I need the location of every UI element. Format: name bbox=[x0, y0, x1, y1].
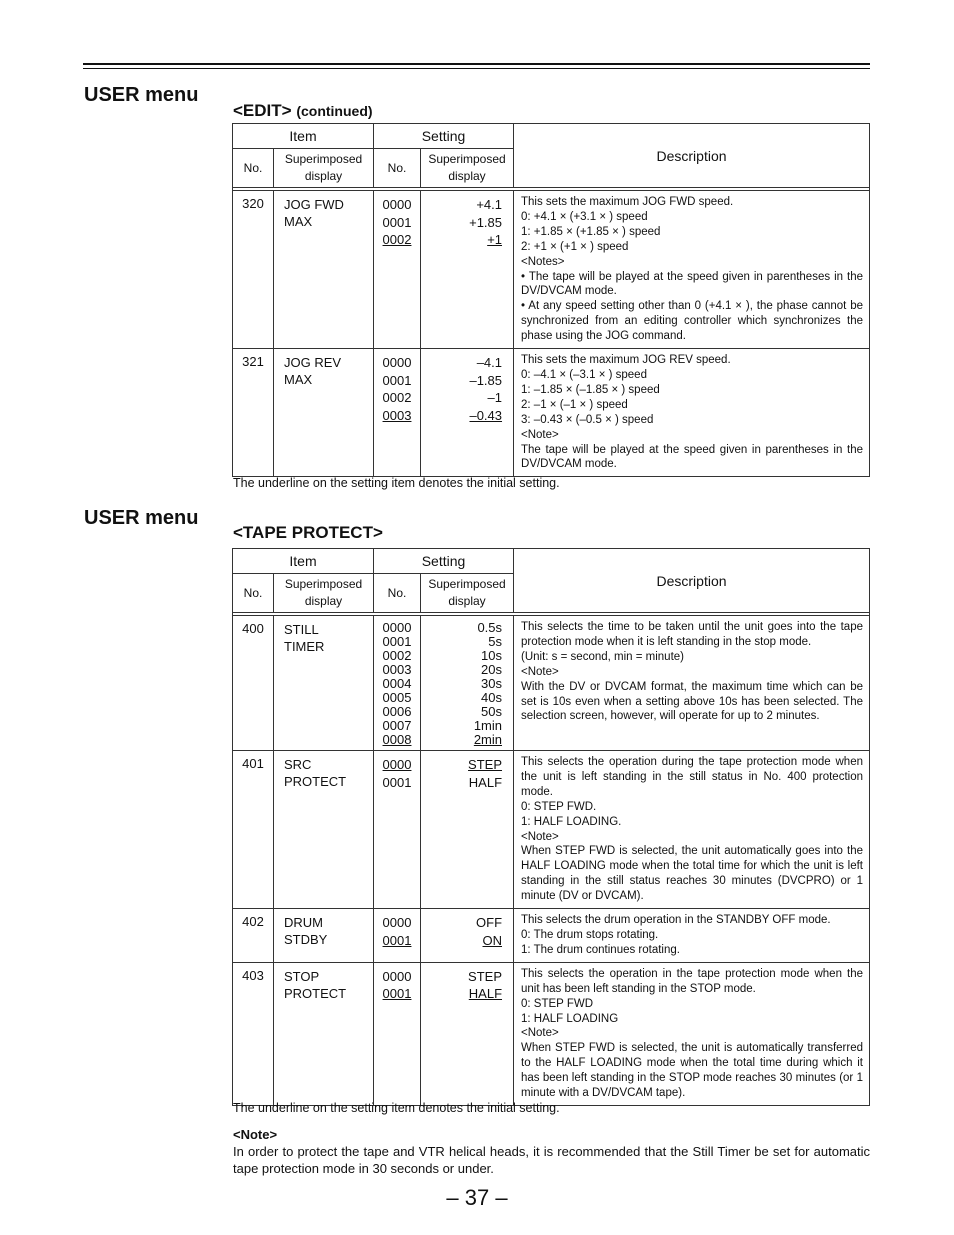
item-display: SRC PROTECT bbox=[274, 751, 374, 909]
setting-display-value: 1min bbox=[473, 718, 503, 733]
header-superimposed: Superimposed display bbox=[274, 574, 374, 613]
header-item: Item bbox=[233, 124, 374, 149]
setting-number: 0000 bbox=[382, 197, 412, 212]
setting-number: 0000 bbox=[382, 968, 412, 984]
header-superimposed: Superimposed display bbox=[274, 149, 374, 188]
top-rule-thin bbox=[83, 68, 870, 69]
description-text: This sets the maximum JOG FWD speed. 0: +4.1 × (+3.1 × ) speed 1: +1.85 × (+1.85 × ) speed 2: +1 × (+1 × ) speed <Notes> • The tape will be played at the speed given in parentheses in the DV/DVCAM mode. • At any speed setting other than 0 (+4.1 × ), the phase cannot be synchronized from an editing controller which synchronizes the phase using the JOG command. bbox=[521, 196, 863, 343]
setting-display-value: 50s bbox=[481, 704, 503, 719]
header-setting-no: No. bbox=[374, 149, 421, 188]
setting-display-value: HALF bbox=[468, 986, 503, 1002]
header-no: No. bbox=[233, 149, 274, 188]
setting-display-value: +1 bbox=[487, 232, 503, 247]
setting-display-value: +4.1 bbox=[476, 197, 503, 212]
table-row bbox=[233, 962, 870, 1105]
setting-displays bbox=[421, 909, 514, 963]
edit-subtitle: <EDIT> (continued) bbox=[233, 101, 373, 120]
item-display: DRUM STDBY bbox=[274, 909, 374, 963]
setting-number: 0001 bbox=[382, 774, 412, 790]
header-item: Item bbox=[233, 549, 374, 574]
setting-display-value: 20s bbox=[481, 662, 503, 677]
setting-numbers bbox=[374, 191, 421, 349]
setting-number: 0003 bbox=[382, 407, 412, 423]
item-display: JOG FWD MAX bbox=[274, 191, 374, 349]
description-text: This selects the operation during the tape protection mode when the unit is left standing in the still status in No. 400 protection mode. 0: STEP FWD. 1: HALF LOADING. <Note> When STEP FWD is selected, the unit automatically goes into the HALF LOADING mode when the total time for which the unit is left standing in the still status reaches 30 minutes (DVCPRO) or 1 minute (DV or DVCAM). bbox=[521, 756, 863, 903]
setting-number: 0003 bbox=[382, 662, 412, 677]
setting-displays bbox=[421, 616, 514, 751]
setting-numbers bbox=[374, 909, 421, 963]
setting-displays bbox=[421, 191, 514, 349]
setting-display-value: –0.43 bbox=[469, 407, 503, 423]
top-rule-thick bbox=[83, 63, 870, 65]
setting-number: 0002 bbox=[382, 648, 412, 663]
description-cell bbox=[514, 909, 870, 963]
setting-display-value: STEP bbox=[468, 968, 503, 984]
setting-number: 0002 bbox=[382, 390, 412, 406]
description-cell bbox=[514, 616, 870, 751]
description-text: This selects the operation in the tape protection mode when the unit has been left standing in the STOP mode. 0: STEP FWD 1: HALF LOADING <Note> When STEP FWD is selected, the unit is automatically transferred to the HALF LOADING mode when the total time during which it has been left standing in the STOP mode reaches 30 minutes (or 1 minute with a DV/DVCAM tape). bbox=[521, 967, 863, 1100]
description-cell bbox=[514, 191, 870, 349]
setting-numbers bbox=[374, 349, 421, 477]
setting-number: 0000 bbox=[382, 620, 412, 635]
underline-footnote: The underline on the setting item denotes the initial setting. bbox=[233, 476, 560, 490]
setting-displays bbox=[421, 751, 514, 909]
tape-protect-subtitle: <TAPE PROTECT> bbox=[233, 523, 383, 542]
setting-display-value: HALF bbox=[468, 774, 503, 790]
setting-numbers bbox=[374, 962, 421, 1105]
description-cell bbox=[514, 349, 870, 477]
page-number: – 37 – bbox=[446, 1185, 508, 1210]
setting-number: 0001 bbox=[382, 634, 412, 649]
setting-numbers bbox=[374, 751, 421, 909]
setting-display-value: 40s bbox=[481, 690, 503, 705]
description-text: This selects the time to be taken until the unit goes into the tape protection mode when it is left standing in the stop mode. (Unit: s = second, min = minute) <Note> With the DV or DVCAM format, the maximum time which can be set is 10s even when a setting above 10s has been selected. The selection screen, however, will operate for up to 2 minutes. bbox=[521, 621, 863, 723]
setting-display-value: 30s bbox=[481, 676, 503, 691]
description-cell bbox=[514, 751, 870, 909]
edit-menu-table bbox=[232, 123, 870, 477]
setting-number: 0007 bbox=[382, 718, 412, 733]
description-text: This sets the maximum JOG REV speed. 0: –4.1 × (–3.1 × ) speed 1: –1.85 × (–1.85 × ) speed 2: –1 × (–1 × ) speed 3: –0.43 × (–0.5 × ) speed <Note> The tape will be played at the speed given in parentheses in the DV/DVCAM mode. bbox=[521, 354, 863, 471]
setting-display-value: ON bbox=[482, 932, 503, 948]
setting-display-value: –1 bbox=[487, 390, 503, 406]
table-row bbox=[233, 191, 870, 349]
setting-number: 0000 bbox=[382, 355, 412, 371]
description-text: This selects the drum operation in the STANDBY OFF mode. 0: The drum stops rotating. 1: The drum continues rotating. bbox=[521, 914, 831, 956]
setting-displays bbox=[421, 349, 514, 477]
item-display: STILL TIMER bbox=[274, 616, 374, 751]
setting-number: 0001 bbox=[382, 986, 412, 1002]
item-number: 403 bbox=[233, 962, 274, 1105]
header-setting: Setting bbox=[374, 549, 514, 574]
setting-displays bbox=[421, 962, 514, 1105]
header-description: Description bbox=[514, 549, 870, 613]
section-title: USER menu bbox=[84, 507, 199, 529]
item-number: 320 bbox=[233, 191, 274, 349]
setting-number: 0001 bbox=[382, 932, 412, 948]
setting-number: 0006 bbox=[382, 704, 412, 719]
description-cell bbox=[514, 962, 870, 1105]
header-setting: Setting bbox=[374, 124, 514, 149]
table-row bbox=[233, 616, 870, 751]
setting-display-value: 5s bbox=[488, 634, 503, 649]
setting-number: 0000 bbox=[382, 915, 412, 931]
header-setting-superimposed: Superimposed display bbox=[421, 149, 514, 188]
underline-footnote: The underline on the setting item denotes the initial setting. bbox=[233, 1101, 560, 1115]
setting-number: 0000 bbox=[382, 757, 412, 772]
item-number: 401 bbox=[233, 751, 274, 909]
note-body: In order to protect the tape and VTR helical heads, it is recommended that the Still Timer be set for automatic tape protection mode in 30 seconds or under. bbox=[233, 1144, 870, 1176]
item-number: 402 bbox=[233, 909, 274, 963]
table-row bbox=[233, 909, 870, 963]
setting-number: 0004 bbox=[382, 676, 412, 691]
setting-display-value: –1.85 bbox=[469, 372, 503, 388]
setting-numbers bbox=[374, 616, 421, 751]
header-no: No. bbox=[233, 574, 274, 613]
setting-display-value: –4.1 bbox=[476, 355, 503, 371]
setting-number: 0002 bbox=[382, 232, 412, 247]
setting-display-value: OFF bbox=[476, 915, 503, 931]
item-number: 321 bbox=[233, 349, 274, 477]
setting-number: 0008 bbox=[382, 732, 412, 747]
setting-display-value: 0.5s bbox=[477, 620, 503, 635]
setting-display-value: 2min bbox=[473, 732, 503, 747]
setting-number: 0005 bbox=[382, 690, 412, 705]
note-heading: <Note> bbox=[233, 1127, 278, 1142]
table-row bbox=[233, 751, 870, 909]
section-title: USER menu bbox=[84, 84, 199, 106]
setting-display-value: 10s bbox=[481, 648, 503, 663]
item-display: STOP PROTECT bbox=[274, 962, 374, 1105]
header-setting-no: No. bbox=[374, 574, 421, 613]
item-number: 400 bbox=[233, 616, 274, 751]
setting-display-value: STEP bbox=[468, 757, 503, 772]
setting-number: 0001 bbox=[382, 372, 412, 388]
tape-protect-table bbox=[232, 548, 870, 1106]
header-setting-superimposed: Superimposed display bbox=[421, 574, 514, 613]
item-display: JOG REV MAX bbox=[274, 349, 374, 477]
setting-display-value: +1.85 bbox=[469, 214, 503, 230]
header-description: Description bbox=[514, 124, 870, 188]
table-row bbox=[233, 349, 870, 477]
setting-number: 0001 bbox=[382, 214, 412, 230]
